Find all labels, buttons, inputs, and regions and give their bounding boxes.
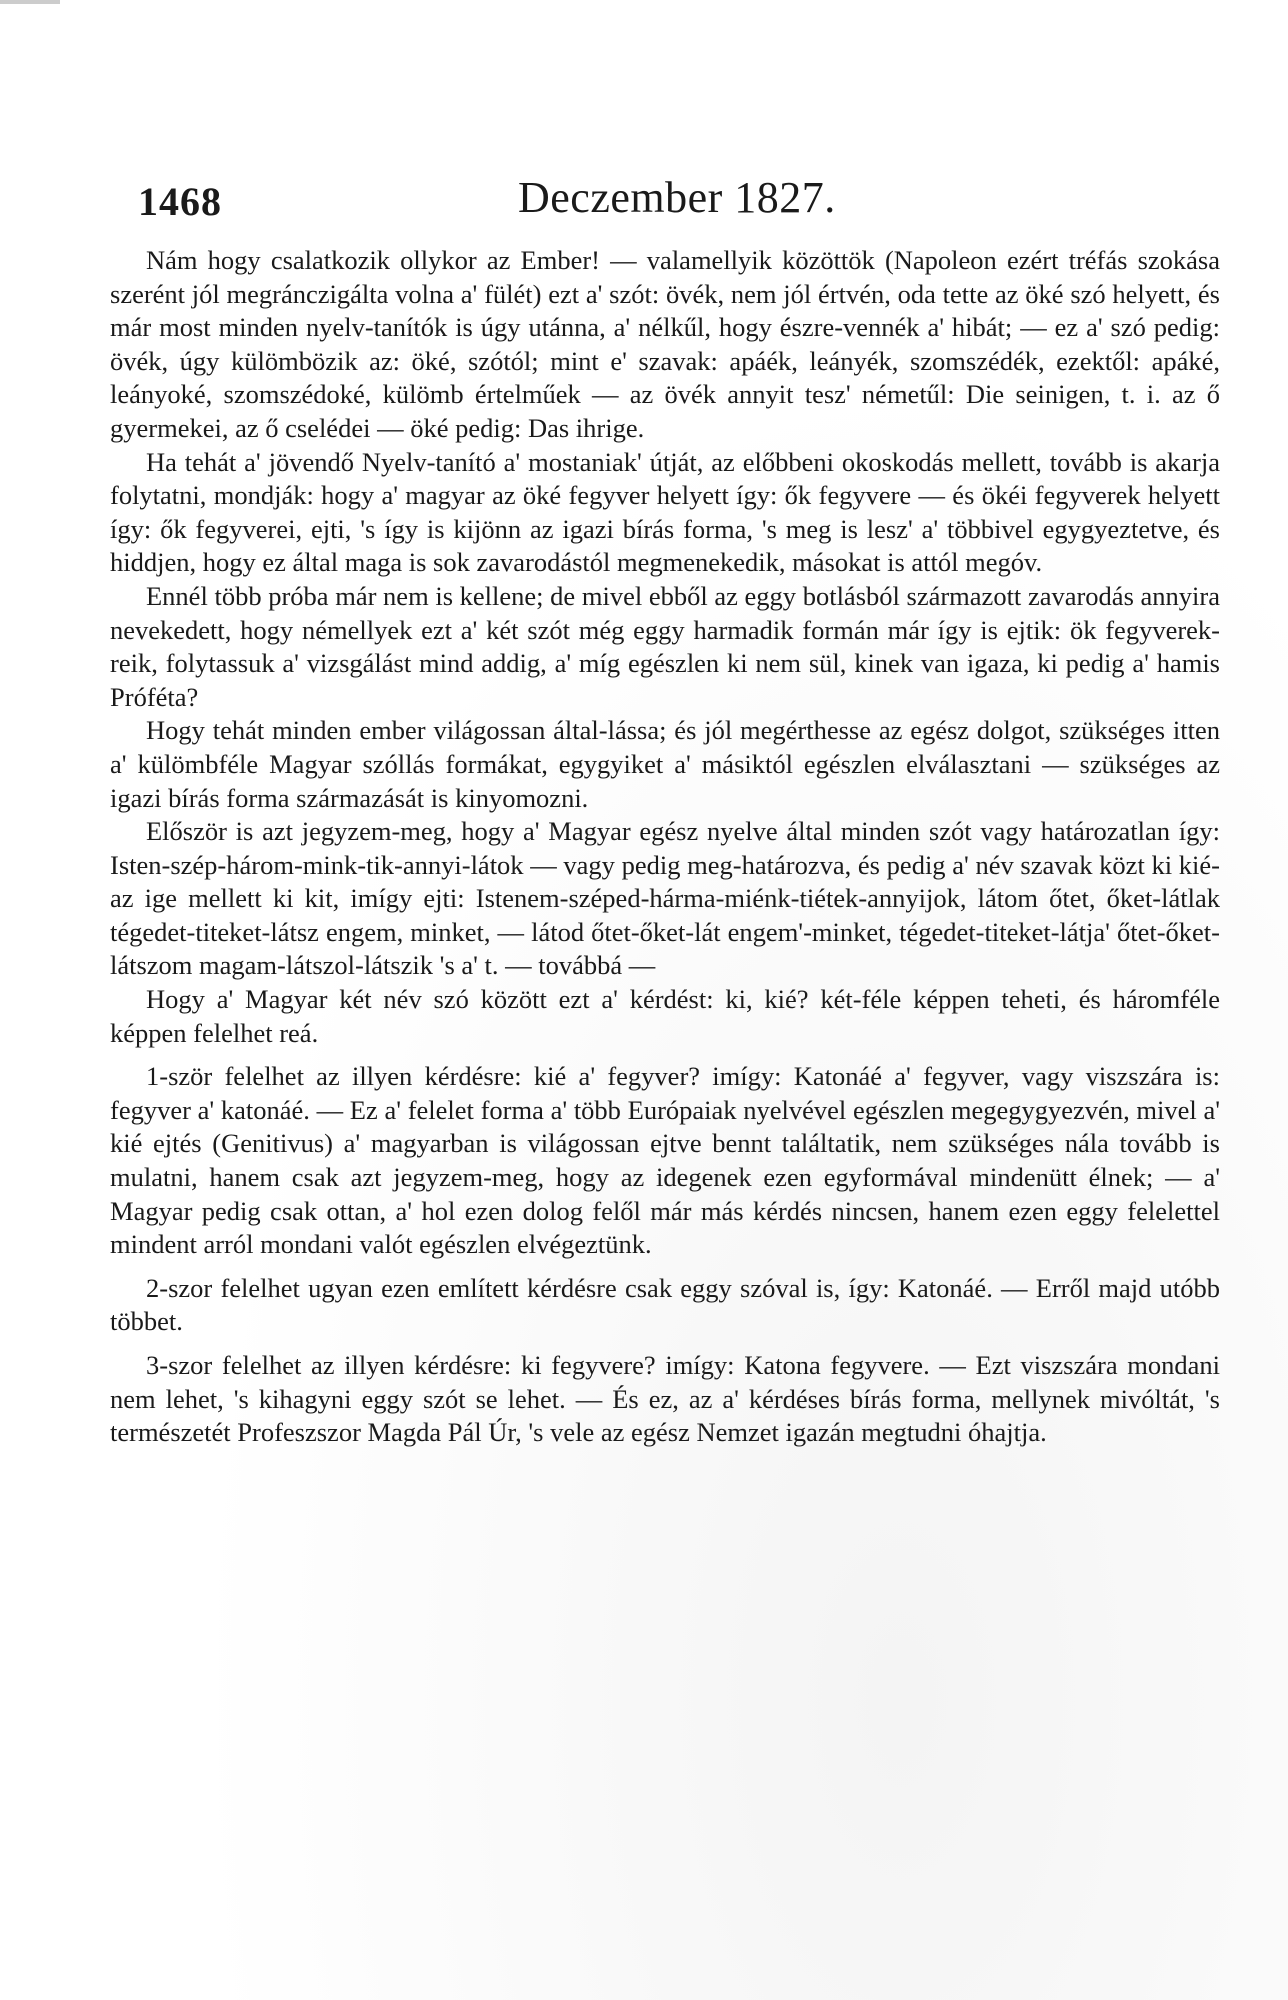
body-text: [110, 244, 1220, 1450]
paragraph: Ennél több próba már nem is kellene; de mivel ebből az eggy botlásból származott zavarodás annyira nevekedett, hogy némellyek ezt a' két szót még eggy harmadik formán már így is ejtik: ök fegyverek-reik, folytassuk a' vizsgálást mind addig, a' míg egészlen ki nem sül, kinek van igaza, ki pedig a' hamis Próféta?: [110, 580, 1220, 712]
paragraph: Először is azt jegyzem-meg, hogy a' Magyar egész nyelve által minden szót vagy határozatlan így: Isten-szép-három-mink-tik-annyi-látok — vagy pedig meg-határozva, és pedig a' név szavak közt ki kié-az ige mellett ki kit, imígy ejti: Istenem-széped-hárma-miénk-tiétek-annyijok, látom őtet, őket-látlak tégedet-titeket-látsz engem, minket, — látod őtet-őket-lát engem'-minket, tégedet-titeket-látja' őtet-őket-látszom magam-látszol-látszik 's a' t. — továbbá —: [110, 816, 1220, 981]
paragraph: 1-ször felelhet az illyen kérdésre: kié a' fegyver? imígy: Katonáé a' fegyver, vagy viszszára is: fegyver a' katonáé. — Ez a' felelet forma a' több Európaiak nyelvével egészlen megegygyezvén, mivel a' kié ejtés (Genitivus) a' magyarban is világossan ejtve bennt találtatik, nem szükséges nála tovább is mulatni, hanem csak azt jegyzem-meg, hogy az idegenek ezen egyformával mindenütt élnek; — a' Magyar pedig csak ottan, a' hol ezen dolog felől már más kérdés nincsen, hanem ezen eggy felelettel mindent arról mondani valót egészlen elvégeztünk.: [110, 1061, 1220, 1260]
paragraph: Ha tehát a' jövendő Nyelv-tanító a' mostaniak' útját, az előbbeni okoskodás mellett, tovább is akarja folytatni, mondják: hogy a' magyar az öké fegyver helyett így: ők fegyvere — és ökéi fegyverek helyett így: ők fegyverei, ejti, 's így is kijönn az igazi bírás forma, 's meg is lesz' a' többivel egygyeztetve, és hiddjen, hogy ez által maga is sok zavarodástól megmenekedik, másokat is attól megóv.: [110, 446, 1220, 578]
scan-edge-mark: [0, 0, 60, 4]
paragraph: 3-szor felelhet az illyen kérdésre: ki fegyvere? imígy: Katona fegyvere. — Ezt viszszára mondani nem lehet, 's kihagyni eggy szót se lehet. — És ez, az a' kérdéses bírás forma, mellynek mivóltát, 's természetét Profeszszor Magda Pál Úr, 's vele az egész Nemzet igazán megtudni óhajtja.: [110, 1350, 1220, 1448]
running-title: Deczember 1827.: [518, 173, 836, 222]
paragraph: Hogy tehát minden ember világossan által-lássa; és jól megérthesse az egész dolgot, szükséges itten a' külömbféle Magyar szóllás formákat, egygyiket a' másiktól egészlen elválasztani — szükséges az igazi bírás forma származását is kinyomozni.: [110, 715, 1220, 813]
paragraph: Nám hogy csalatkozik ollykor az Ember! — valamellyik közöttök (Napoleon ezért tréfás szokása szerént jól megránczigálta volna a' fülét) ezt a' szót: övék, nem jól értvén, oda tette az öké szó helyett, és már most minden nyelv-tanítók is úgy utánna, a' nélkűl, hogy észre-vennék a' hibát; — ez a' szó pedig: övék, úgy külömbözik az: öké, szótól; mint e' szavak: apáék, leányék, szomszédék, ezektől: apáké, leányoké, szomszédoké, külömb értelműek — az övék annyit tesz' németűl: Die seinigen, t. i. az ő gyermekei, az ő cselédei — öké pedig: Das ihrige.: [110, 245, 1220, 443]
paragraph: 2-szor felelhet ugyan ezen említett kérdésre csak eggy szóval is, így: Katonáé. — Erről majd utóbb többet.: [110, 1272, 1220, 1337]
paragraph: Hogy a' Magyar két név szó között ezt a' kérdést: ki, kié? két-féle képpen teheti, és háromféle képpen felelhet reá.: [110, 984, 1220, 1048]
page-number: 1468: [138, 179, 222, 224]
page-header: [138, 172, 1218, 232]
